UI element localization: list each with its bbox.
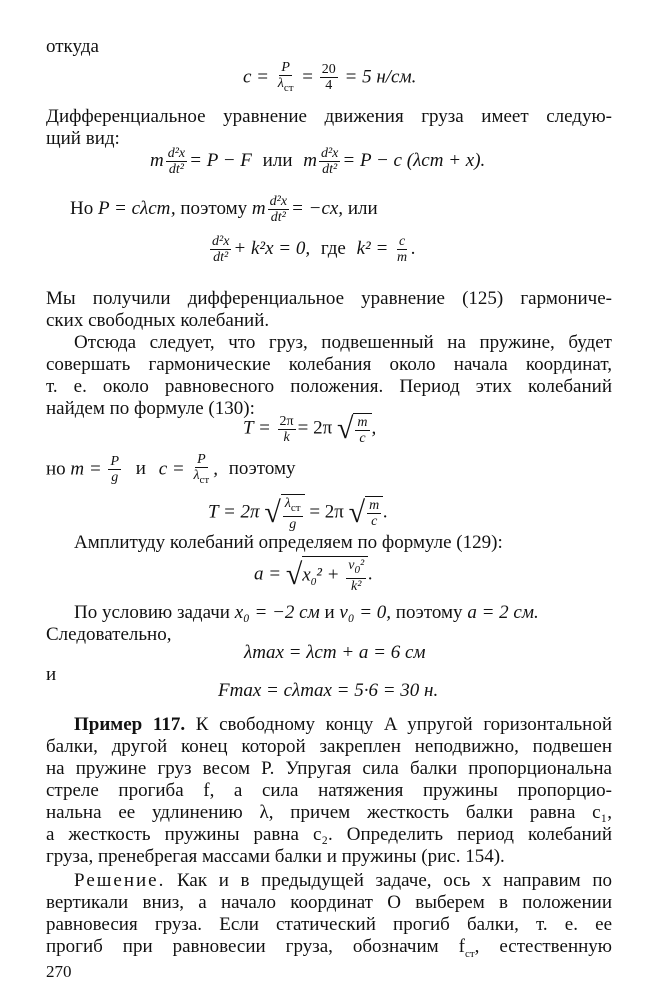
text-line: Мы получили дифференциальное уравнение (125) гармониче- <box>46 288 612 309</box>
text-line: найдем по формуле (130): <box>46 398 255 419</box>
text-line: вертикали вниз, а начало координат O выберем в положении <box>46 892 612 913</box>
text-line: Следовательно, <box>46 624 172 645</box>
text-line: Амплитуду колебаний определяем по формуле (129): <box>74 532 503 553</box>
text-line: прогиб при равновесии груза, обозначим $f_{ст}$, естественную <box>46 936 612 960</box>
formula-mass-stiffness: но m = $\frac{P}{g}$ и c = $\frac{P}{\lambda_{ст}}$ , поэтому <box>46 452 296 486</box>
formula-lambda-max: λmax = λст + a = 6 см <box>244 642 426 663</box>
formula-motion-equation: m $\frac{\text{d²x}}{\text{dt²}}$ = P − F или m $\frac{\text{d²x}}{\text{dt²}}$ = P − c (λст + x). <box>150 146 486 177</box>
text-line: щий вид: <box>46 128 120 149</box>
text-line: балки, другой конец которой закреплен неподвижно, подвешен <box>46 736 612 757</box>
text-line: совершать гармонические колебания около начала координат, <box>46 354 612 375</box>
text-line: Отсюда следует, что груз, подвешенный на пружине, будет <box>74 332 612 353</box>
solution-title-line: Решение. Как и в предыдущей задаче, ось x направим по <box>74 870 612 891</box>
formula-force-max: Fmax = cλmax = 5·6 = 30 н. <box>218 680 439 701</box>
text-line: откуда <box>46 36 99 57</box>
formula-harmonic: $\frac{\text{d²x}}{\text{dt²}}$ + k²x = 0, где k² = $\frac{c}{m}$ . <box>212 234 416 265</box>
formula-period: T = $\frac{2\pi}{k}$ = 2π √ $\frac{m}{c}$ , <box>243 412 377 446</box>
formula-stiffness: c = $\frac{P}{\lambda_{ст}}$ = $\frac{20}{4}$ = 5 н/см. <box>243 60 417 94</box>
text-line: груза, пренебрегая массами балки и пружины (рис. 154). <box>46 846 505 867</box>
example-title-line: Пример 117. К свободному концу A упругой горизонтальной <box>74 714 613 735</box>
formula-substitution: Но P = cλст, поэтому m $\frac{\text{d²x}}{\text{dt²}}$ = −cx, или <box>70 194 378 225</box>
text-line: нальна ее удлинению λ, причем жесткость балки равна c₁, <box>46 802 612 823</box>
formula-period-final: T = 2π √ $\frac{\lambda_{ст}}{g}$ = 2π √ $\frac{m}{c}$ . <box>208 495 388 532</box>
text-line: Дифференциальное уравнение движения груза имеет следую- <box>46 106 612 127</box>
text-line: т. е. около равновесного положения. Период этих колебаний <box>46 376 612 397</box>
page-number: 270 <box>46 962 72 981</box>
text-line: ских свободных колебаний. <box>46 310 270 331</box>
text-line: а жесткость пружины равна c₂. Определить период колебаний <box>46 824 612 845</box>
text-line: равновесия груза. Если статический прогиб балки, т. е. ее <box>46 914 612 935</box>
text-line: на пружине груз весом P. Упругая сила балки пропорциональна <box>46 758 612 779</box>
text-line: стреле прогиба f, а сила натяжения пружины пропорцио- <box>46 780 612 801</box>
formula-amplitude: $a = √x_0^2$ + $\frac{v_0^2}{\text{k²}}$ . <box>254 557 373 594</box>
formula-conditions: По условию задачи x₀ = −2 см и v₀ = 0, поэтому a = 2 см. <box>74 602 539 623</box>
text-line: и <box>46 664 57 685</box>
